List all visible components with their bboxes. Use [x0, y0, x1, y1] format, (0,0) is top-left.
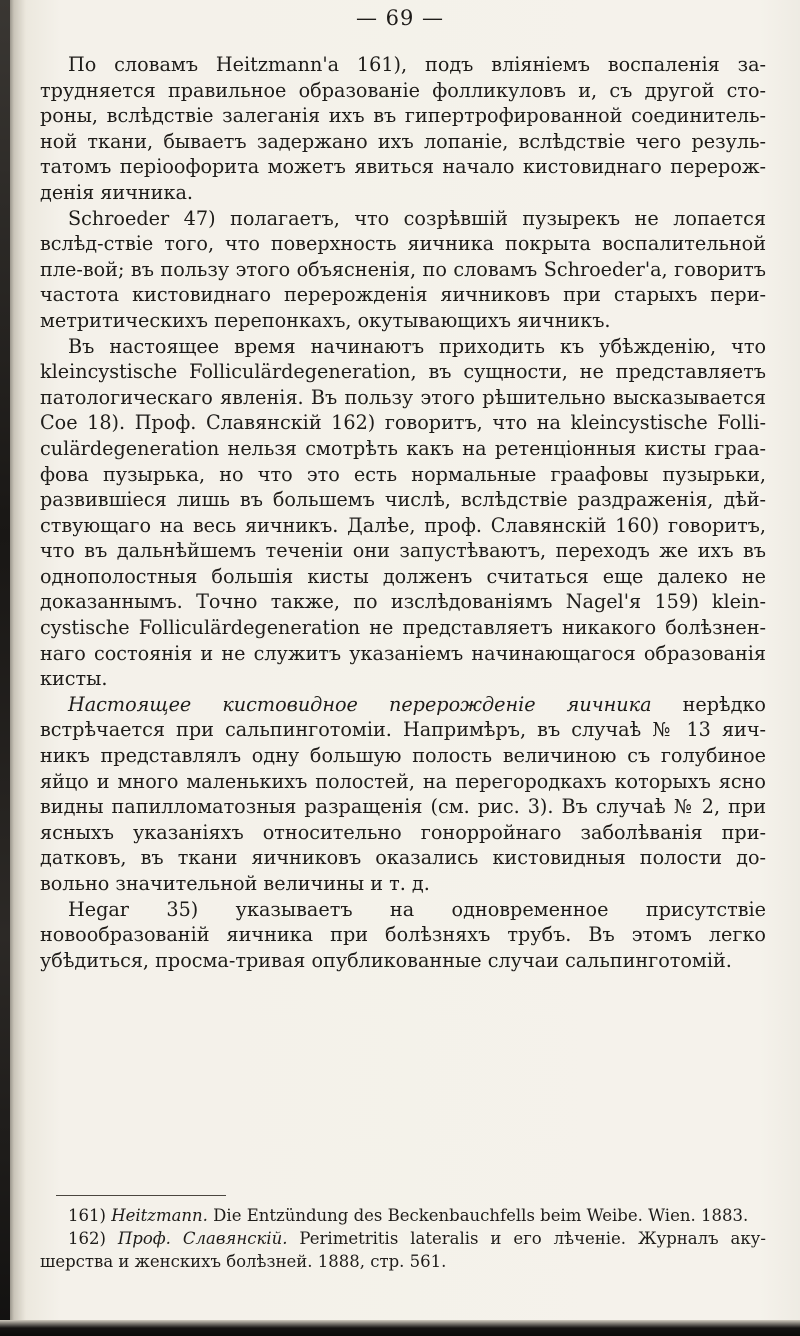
- page-bottom-edge: [0, 1320, 800, 1336]
- footnotes: [40, 1204, 766, 1273]
- footnote-161: [40, 1204, 766, 1227]
- paragraph-nastoyashchee: [40, 692, 766, 897]
- footnote-text: Die Entzündung des Beckenbauchfells beim Weibe. Wien. 1883.: [207, 1206, 749, 1225]
- footnote-text: Perimetritis lateralis и его лѣченіе. Журналъ аку-шерства и женскихъ болѣзней. 1888, стр. 561.: [40, 1229, 766, 1271]
- footnote-marker: 161): [68, 1206, 112, 1225]
- footnote-divider: [56, 1195, 226, 1196]
- main-text: [40, 52, 766, 973]
- footnote-marker: 162): [68, 1229, 118, 1248]
- paragraph-hegar: Hegar 35) указываетъ на одновременное присутствіе новообразованій яичника при болѣзняхъ трубъ. Въ этомъ легко убѣдиться, просма-тривая опубликованные случаи сальпинготомій.: [40, 897, 766, 972]
- paragraph-schroeder: Schroeder 47) полагаетъ, что созрѣвшій пузырекъ не лопается вслѣд-ствіе того, что поверхность яичника покрыта воспалительной пле-вой; въ пользу этого объясненія, по словамъ Schroeder'а, говоритъ частота кистовиднаго перерожденія яичниковъ при старыхъ пери-метритическихъ перепонкахъ, окутывающихъ яичникъ.: [40, 206, 766, 332]
- italic-heading: Настоящее кистовидное перерожденіе яичника: [68, 692, 652, 716]
- paragraph-heitzmann: По словамъ Heitzmann'а 161), подъ вліяніемъ воспаленія за-трудняется правильное образованіе фолликуловъ и, съ другой сто-роны, вслѣдствіе залеганія ихъ въ гипертрофированной соединитель-ной ткани, бываетъ задержано ихъ лопаніе, вслѣдствіе чего резуль-татомъ періоофорита можетъ явиться начало кистовиднаго перерож-денія яичника.: [40, 53, 766, 204]
- book-spine-shadow: [0, 0, 10, 1336]
- footnote-author: Heitzmann.: [111, 1206, 208, 1225]
- paragraph-nastoyashchee-text: нерѣдко встрѣчается при сальпинготоміи. Напримѣръ, въ случаѣ № 13 яич-никъ представлялъ одну большую полость величиною съ голубиное яйцо и много маленькихъ полостей, на перегородкахъ которыхъ ясно видны папилломатозныя разращенія (см. рис. 3). Въ случаѣ № 2, при ясныхъ указаніяхъ относительно гонорройнаго заболѣванія при-датковъ, въ ткани яичниковъ оказались кистовидныя полости до-вольно значительной величины и т. д.: [40, 692, 766, 895]
- page-number: — 69 —: [355, 6, 445, 30]
- paragraph-kleincystische: Въ настоящее время начинаютъ приходить къ убѣжденію, что kleincystische Folliculärdegeneration, въ сущности, не представляетъ патологическаго явленія. Въ пользу этого рѣшительно высказывается Coe 18). Проф. Славянскій 162) говоритъ, что на kleincystische Folli-culärdegeneration нельзя смотрѣть какъ на ретенціонныя кисты граа-фова пузырька, но что это есть нормальные граафовы пузырьки, развившіеся лишь въ большемъ числѣ, вслѣдствіе раздраженія, дѣй-ствующаго на весь яичникъ. Далѣе, проф. Славянскій 160) говоритъ, что въ дальнѣйшемъ теченіи они запустѣваютъ, переходъ же ихъ въ однополостныя большія кисты долженъ считаться еще далеко не доказаннымъ. Точно также, по изслѣдованіямъ Nagel'я 159) klein-cystische Folliculärdegeneration не представляетъ никакого болѣзнен-наго состоянія и не служитъ указаніемъ начинающагося образованія кисты.: [40, 334, 766, 691]
- footnote-author: Проф. Славянскій.: [117, 1229, 288, 1248]
- footnote-162: [40, 1227, 766, 1273]
